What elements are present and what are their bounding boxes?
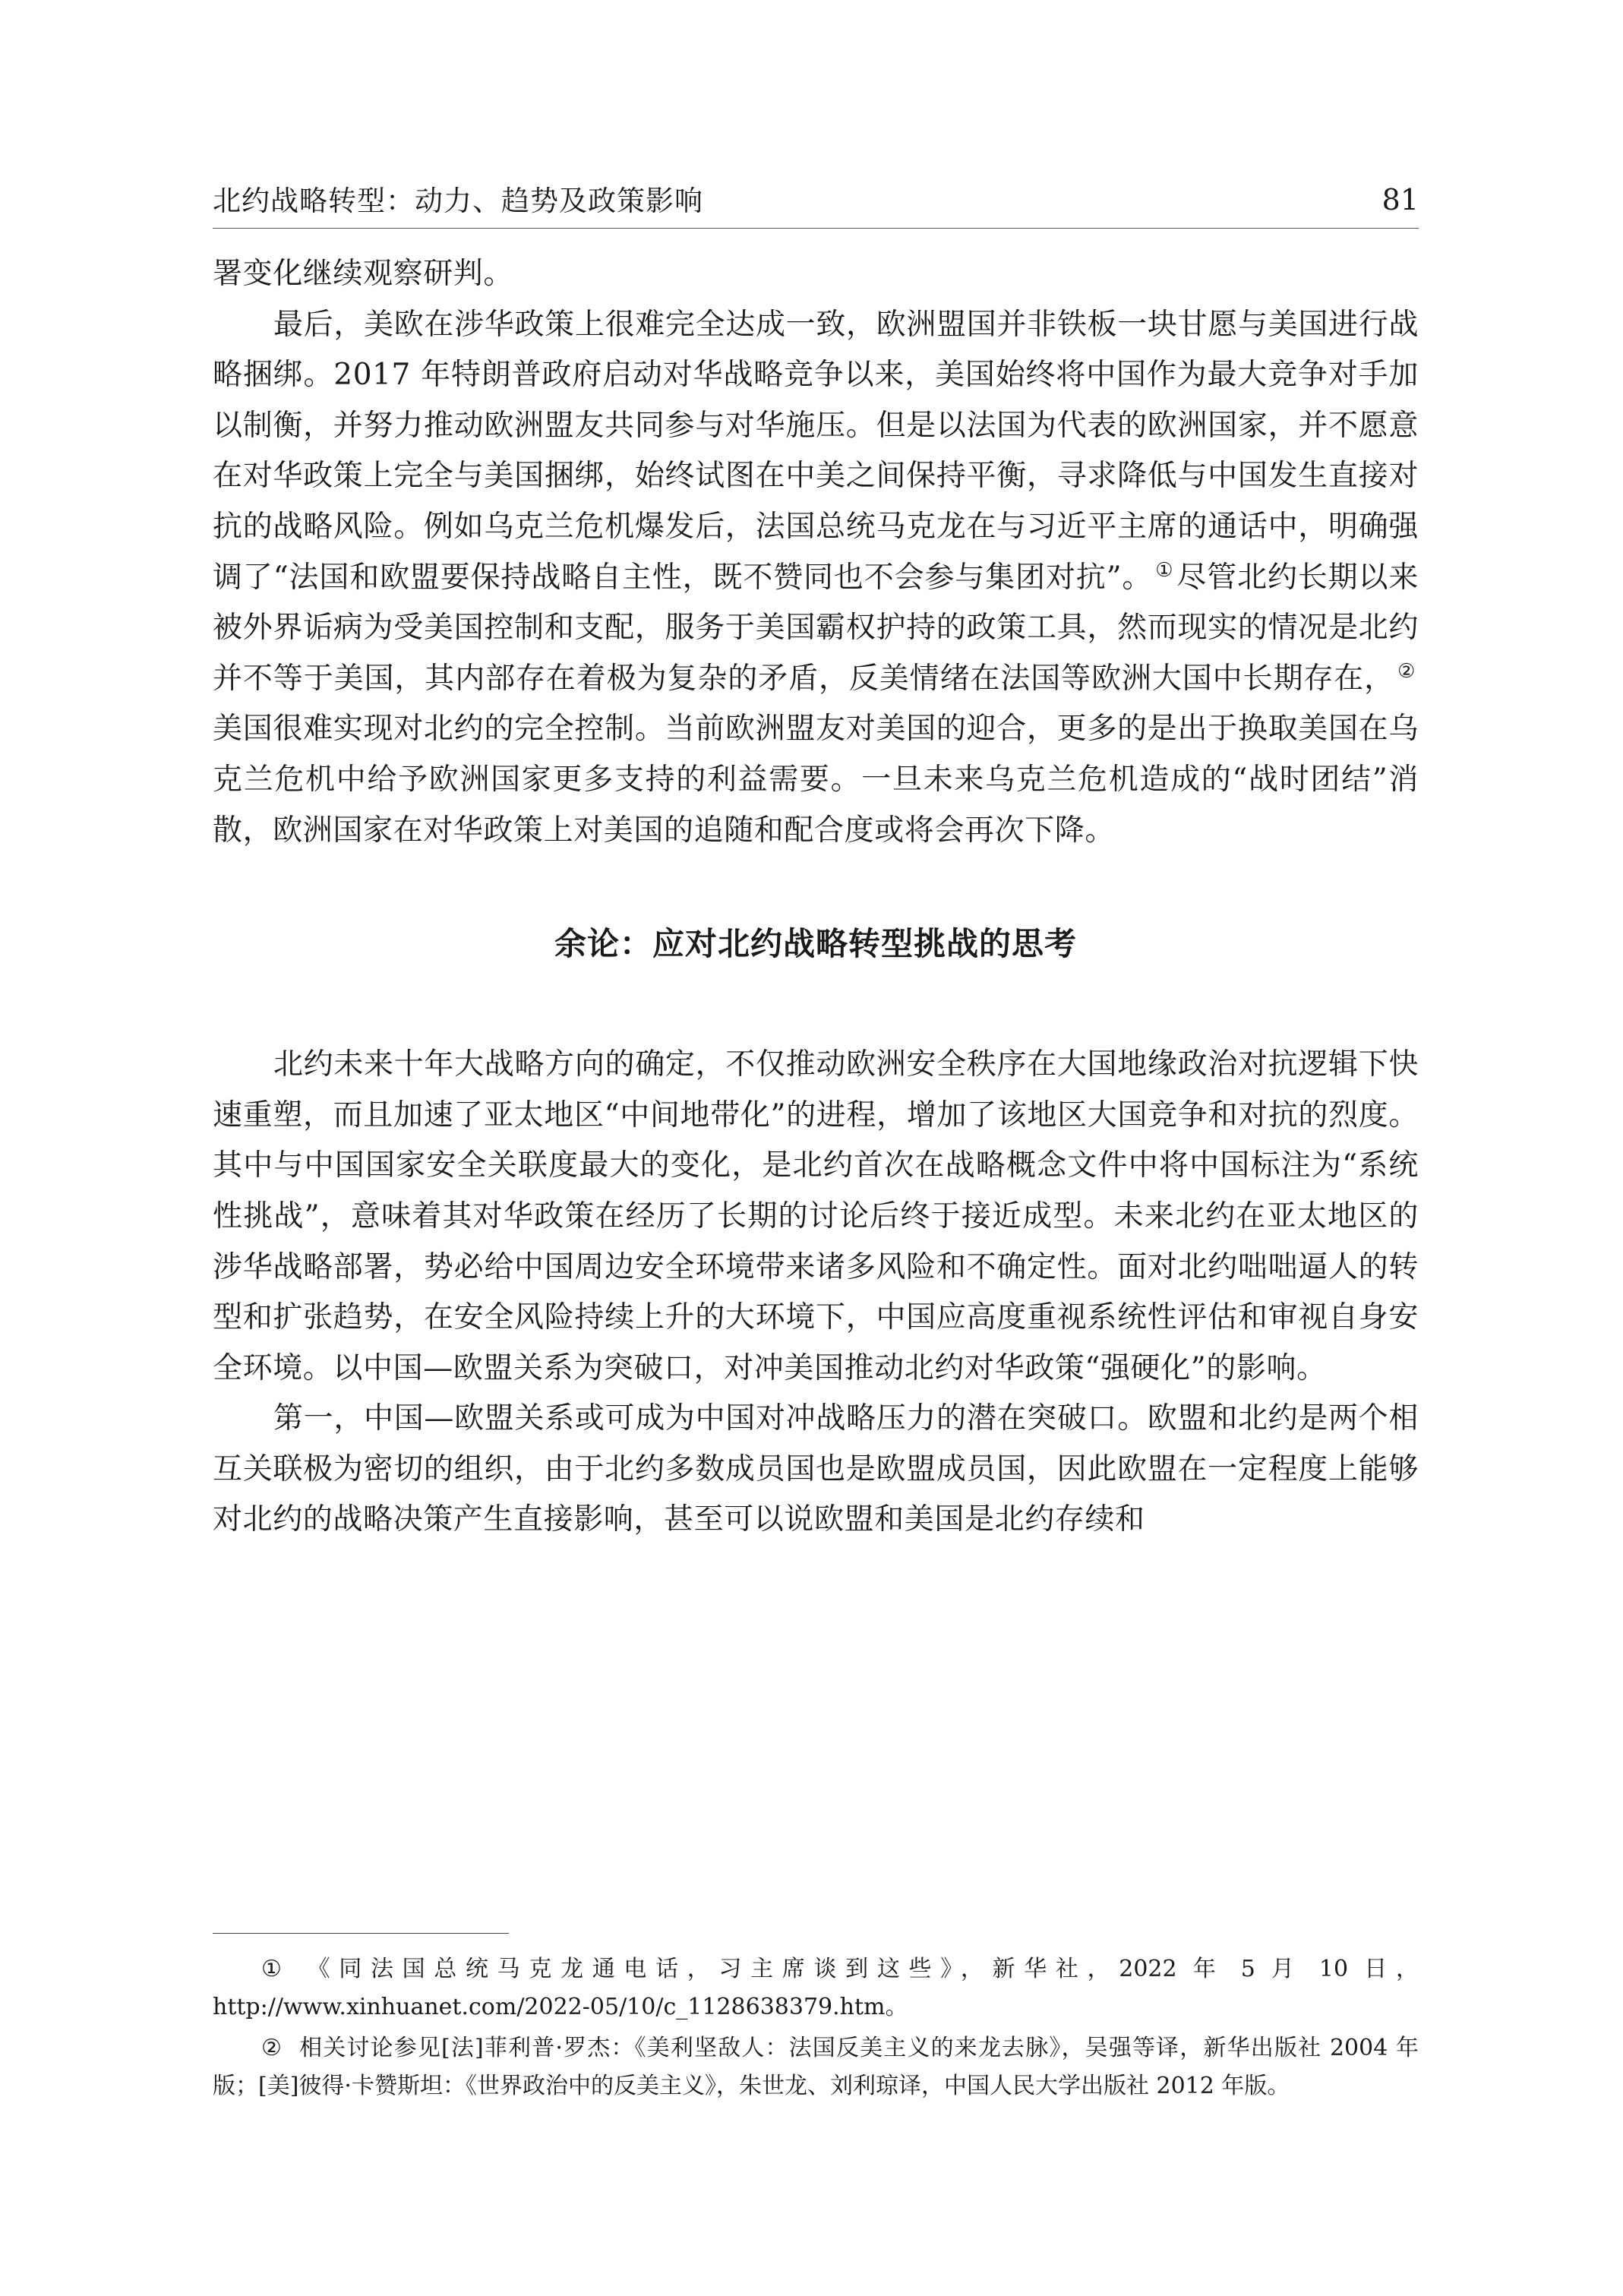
section-heading: 余论：应对北约战略转型挑战的思考 — [554, 925, 1077, 963]
paragraph-text: 美国很难实现对北约的完全控制。当前欧洲盟友对美国的迎合，更多的是出于换取美国在乌克兰危机中给予欧洲国家更多支持的利益需要。一旦未来乌克兰危机造成的“战时团结”消散，欧洲国家在对华政策上对美国的追随和配合度或将会再次下降。 — [213, 712, 1419, 848]
paragraph-text: 最后，美欧在涉华政策上很难完全达成一致，欧洲盟国并非铁板一块甘愿与美国进行战略捆绑。2017 年特朗普政府启动对华战略竞争以来，美国始终将中国作为最大竞争对手加以制衡，并努力推动欧洲盟友共同参与对华施压。但是以法国为代表的欧洲国家，并不愿意在对华政策上完全与美国捆绑，始终试图在中美之间保持平衡，寻求降低与中国发生直接对抗的战略风险。例如乌克兰危机爆发后，法国总统马克龙在与习近平主席的通话中，明确强调了“法国和欧盟要保持战略自主性，既不赞同也不会参与集团对抗”。 — [213, 307, 1419, 595]
footnote-ref-2[interactable]: ② — [1397, 659, 1416, 683]
footnote-1 — [213, 1950, 1419, 2026]
paragraph-text: 尽管北约长期以来被外界诟病为受美国控制和支配，服务于美国霸权护持的政策工具，然而现实的情况是北约并不等于美国，其内部存在着极为复杂的矛盾，反美情绪在法国等欧洲大国中长期存在， — [213, 560, 1419, 696]
paragraph-conclusion-intro: 北约未来十年大战略方向的确定，不仅推动欧洲安全秩序在大国地缘政治对抗逻辑下快速重塑，而且加速了亚太地区“中间地带化”的进程，增加了该地区大国竞争和对抗的烈度。其中与中国国家安全关联度最大的变化，是北约首次在战略概念文件中将中国标注为“系统性挑战”，意味着其对华政策在经历了长期的讨论后终于接近成型。未来北约在亚太地区的涉华战略部署，势必给中国周边安全环境带来诸多风险和不确定性。面对北约咄咄逼人的转型和扩张趋势，在安全风险持续上升的大环境下，中国应高度重视系统性评估和审视自身安全环境。以中国—欧盟关系为突破口，对冲美国推动北约对华政策“强硬化”的影响。 — [213, 1047, 1419, 1385]
paragraph-europe-divergence — [213, 300, 1419, 857]
footnote-text: 相关讨论参见[法]菲利普·罗杰：《美利坚敌人：法国反美主义的来龙去脉》，吴强等译，新华出版社 2004 年版；[美]彼得·卡赞斯坦：《世界政治中的反美主义》，朱世龙、刘利琼译，中国人民大学出版社 2012 年版。 — [213, 2035, 1419, 2099]
page-number: 81 — [1381, 183, 1419, 216]
footnote-mark: ② — [261, 2035, 282, 2061]
footnote-divider — [213, 1933, 509, 1934]
paragraph-first-point: 第一，中国—欧盟关系或可成为中国对冲战略压力的潜在突破口。欧盟和北约是两个相互关联极为密切的组织，由于北约多数成员国也是欧盟成员国，因此欧盟在一定程度上能够对北约的战略决策产生直接影响，甚至可以说欧盟和美国是北约存续和 — [213, 1401, 1419, 1537]
footnotes — [213, 1950, 1419, 2108]
footnote-2 — [213, 2029, 1419, 2105]
header-rule — [213, 228, 1419, 229]
body-text — [213, 249, 1419, 1546]
paragraph-continuation: 署变化继续观察研判。 — [213, 257, 514, 291]
running-title: 北约战略转型：动力、趋势及政策影响 — [213, 185, 703, 217]
running-header — [213, 176, 1419, 229]
footnote-text: 《同法国总统马克龙通电话，习主席谈到这些》，新华社，2022 年 5 月 10 日，http://www.xinhuanet.com/2022-05/10/c_1128638379.htm。 — [213, 1956, 1419, 2020]
footnote-ref-1[interactable]: ① — [1155, 558, 1174, 582]
footnote-mark: ① — [261, 1956, 282, 1982]
